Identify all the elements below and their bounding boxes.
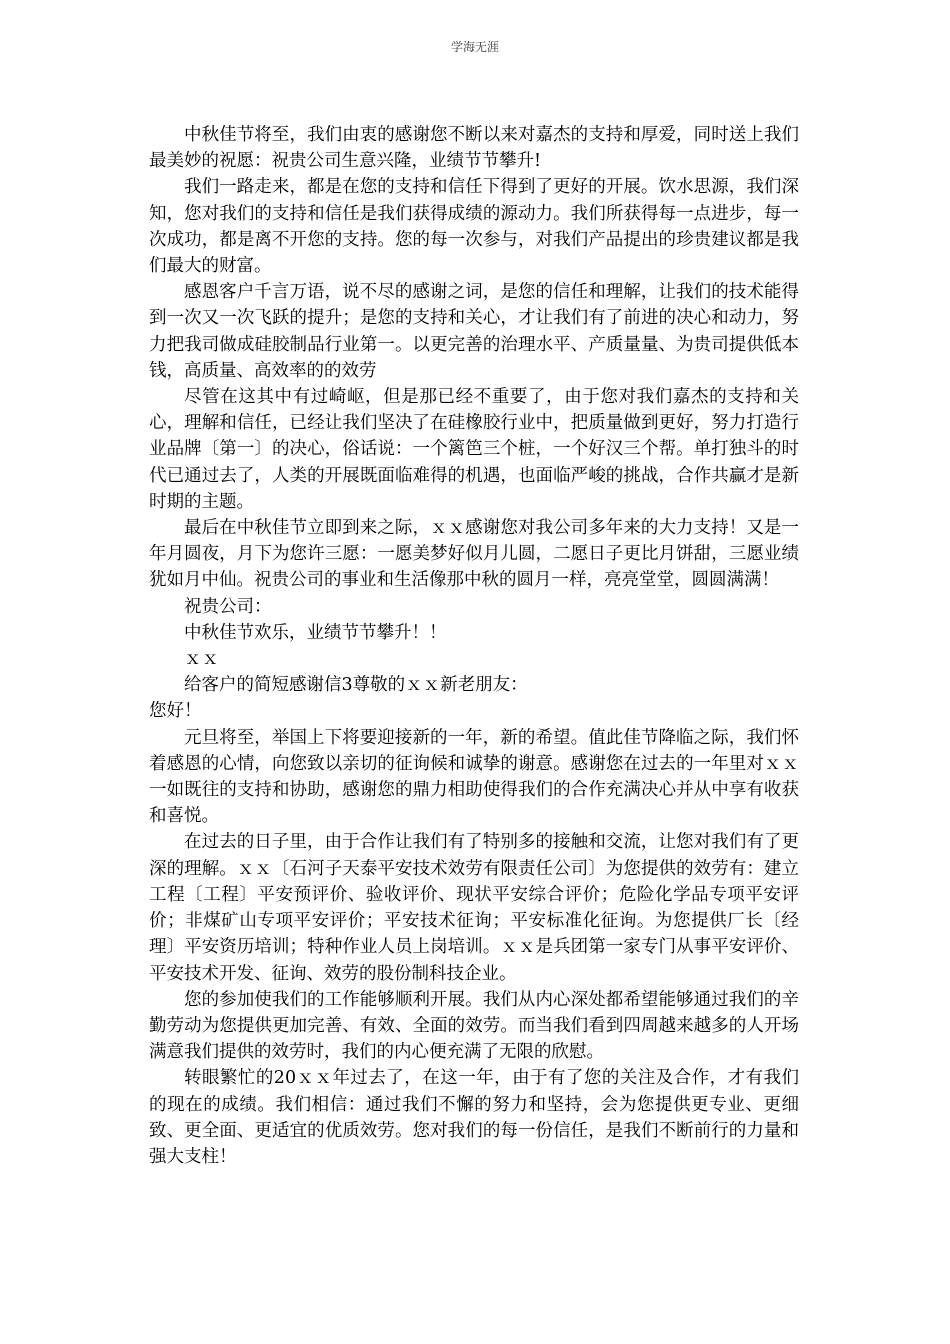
paragraph: 中秋佳节将至，我们由衷的感谢您不断以来对嘉杰的支持和厚爱，同时送上我们最美妙的祝愿：祝贵公司生意兴隆，业绩节节攀升! [149, 125, 799, 172]
paragraph: 感恩客户千言万语，说不尽的感谢之词，是您的信任和理解，让我们的技术能得到一次又一次飞跃的提升；是您的支持和关心，才让我们有了前进的决心和动力，努力把我司做成硅胶制品行业第一。以更完善的治理水平、产质量量、为贵司提供低本钱，高质量、高效率的的效劳 [149, 282, 799, 381]
paragraph: 元旦将至，举国上下将要迎接新的一年，新的希望。值此佳节降临之际，我们怀着感恩的心情，向您致以亲切的征询候和诚挚的谢意。感谢您在过去的一年里对ｘｘ一如既往的支持和协助，感谢您的鼎力相助使得我们的合作充满决心并从中享有收获和喜悦。 [149, 727, 799, 827]
document-body [149, 122, 799, 1170]
paragraph: 在过去的日子里，由于合作让我们有了特别多的接触和交流，让您对我们有了更深的理解。ｘｘ〔石河子天泰平安技术效劳有限责任公司〕为您提供的效劳有：建立工程〔工程〕平安预评价、验收评价、现状平安综合评价；危险化学品专项平安评价；非煤矿山专项平安评价；平安技术征询；平安标准化征询。为您提供厂长〔经理〕平安资历培训；特种作业人员上岗培训。ｘｘ是兵团第一家专门从事平安评价、平安技术开发、征询、效劳的股份制科技企业。 [149, 832, 799, 984]
paragraph: 祝贵公司： [184, 596, 272, 617]
signature: ｘｘ [184, 649, 219, 670]
paragraph: 尽管在这其中有过崎岖，但是那已经不重要了，由于您对我们嘉杰的支持和关心，理解和信任，已经让我们坚决了在硅橡胶行业中，把质量做到更好，努力打造行业品牌〔第一〕的决心，俗话说：一个篱笆三个桩，一个好汉三个帮。单打独斗的时代已通过去了，人类的开展既面临难得的机遇，也面临严峻的挑战，合作共赢才是新时期的主题。 [149, 387, 799, 512]
paragraph: 您的参加使我们的工作能够顺利开展。我们从内心深处都希望能够通过我们的辛勤劳动为您提供更加完善、有效、全面的效劳。而当我们看到四周越来越多的人开场满意我们提供的效劳时，我们的内心便充满了无限的欣慰。 [149, 989, 799, 1063]
paragraph: 中秋佳节欢乐，业绩节节攀升！！ [184, 622, 447, 643]
page-header: 学海无涯 [450, 40, 499, 54]
letter-title: 给客户的简短感谢信3尊敬的ｘｘ新老朋友： [184, 675, 528, 696]
paragraph: 最后在中秋佳节立即到来之际，ｘｘ感谢您对我公司多年来的大力支持！又是一年月圆夜，月下为您许三愿：一愿美梦好似月儿圆，二愿日子更比月饼甜，三愿业绩犹如月中仙。祝贵公司的事业和生活像那中秋的圆月一样，亮亮堂堂，圆圆满满！ [149, 518, 799, 591]
paragraph: 转眼繁忙的20ｘｘ年过去了，在这一年，由于有了您的关注及合作，才有我们的现在的成绩。我们相信：通过我们不懈的努力和坚持，会为您提供更专业、更细致、更全面、更适宜的优质效劳。您对我们的每一份信任，是我们不断前行的力量和强大支柱！ [149, 1068, 799, 1167]
greeting: 您好！ [149, 701, 202, 722]
paragraph: 我们一路走来，都是在您的支持和信任下得到了更好的开展。饮水思源，我们深知，您对我们的支持和信任是我们获得成绩的源动力。我们所获得每一点进步，每一次成功，都是离不开您的支持。您的每一次参与，对我们产品提出的珍贵建议都是我们最大的财富。 [149, 177, 799, 277]
